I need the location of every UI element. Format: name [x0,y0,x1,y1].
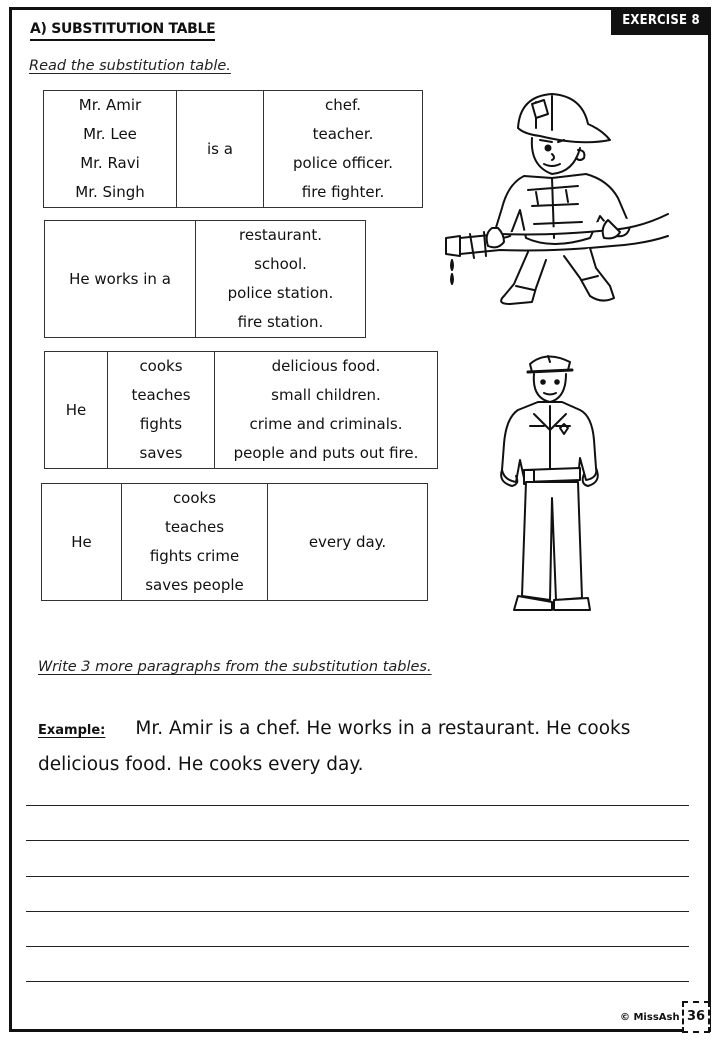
substitution-table-1 [43,90,423,208]
table3-subject: He [45,352,108,469]
table4-action: cooks [172,489,217,507]
writing-line[interactable] [26,911,689,912]
table3-verb: teaches [131,386,191,404]
table1-subject: Mr. Amir [78,96,142,114]
table2-place: police station. [227,284,334,302]
table4-action: teaches [164,518,225,536]
table3-object: small children. [271,386,381,404]
table2-place: school. [254,255,307,273]
writing-line[interactable] [26,876,689,877]
exercise-badge: EXERCISE 8 [611,7,711,35]
table3-verb: cooks [139,357,183,375]
table1-job: teacher. [312,125,374,143]
table4-time: every day. [268,484,428,601]
substitution-table-2 [44,220,366,338]
table3-verbs [108,352,215,469]
table1-job: fire fighter. [301,183,385,201]
read-instruction: Read the substitution table. [29,58,231,74]
writing-line[interactable] [26,981,689,982]
table3-objects [215,352,438,469]
table2-place: fire station. [237,313,324,331]
table2-phrase: He works in a [45,221,196,338]
table1-jobs [264,91,423,208]
table2-places [196,221,366,338]
table3-object: crime and criminals. [249,415,403,433]
writing-line[interactable] [26,840,689,841]
table3-verb: fights [139,415,183,433]
section-title: A) SUBSTITUTION TABLE [30,21,215,41]
write-instruction: Write 3 more paragraphs from the substitution tables. [38,659,432,675]
table1-job: police officer. [293,154,393,172]
table1-verb: is a [177,91,264,208]
page-number: 36 [682,1001,710,1033]
firefighter-illustration [440,88,670,320]
table2-place: restaurant. [239,226,322,244]
table1-job: chef. [325,96,361,114]
example-paragraph [38,712,688,782]
table3-verb: saves [139,444,183,462]
table4-subject: He [42,484,122,601]
substitution-table-3 [44,351,438,469]
writing-line[interactable] [26,805,689,806]
table3-object: people and puts out fire. [233,444,419,462]
table4-actions [122,484,268,601]
example-label: Example: [38,723,106,738]
writing-line[interactable] [26,946,689,947]
example-text: Mr. Amir is a chef. He works in a restaurant. He cooks delicious food. He cooks every day. [38,718,631,775]
table1-subject: Mr. Ravi [80,154,140,172]
copyright-text: © MissAsh [620,1012,680,1023]
table1-subject: Mr. Lee [83,125,137,143]
table1-subject: Mr. Singh [75,183,145,201]
table4-action: fights crime [149,547,240,565]
police-officer-illustration [494,348,604,616]
table3-object: delicious food. [271,357,381,375]
table4-action: saves people [145,576,244,594]
substitution-table-4 [41,483,428,601]
table1-subjects [44,91,177,208]
